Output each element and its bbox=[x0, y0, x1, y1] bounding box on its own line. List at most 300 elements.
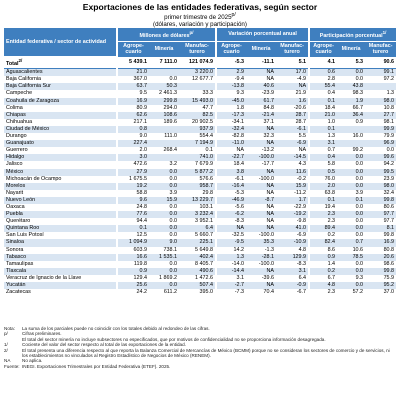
value-cell: 1.3 bbox=[216, 254, 246, 261]
entity-name-cell bbox=[4, 232, 117, 239]
table-row bbox=[4, 204, 396, 211]
value-cell: -7.3 bbox=[216, 289, 246, 296]
value-cell: 0.0 bbox=[169, 203, 177, 210]
value-cell: 8.6 bbox=[309, 247, 337, 254]
value-cell: -23.9 bbox=[261, 90, 275, 97]
value-cell: 1.0 bbox=[309, 119, 337, 126]
table-row bbox=[4, 197, 396, 204]
value-cell: 99.1 bbox=[365, 69, 396, 77]
value-cell: 94.2 bbox=[383, 161, 395, 168]
value-cell: 0.9 bbox=[355, 118, 364, 125]
value-cell: 98.0 bbox=[365, 183, 396, 190]
value-cell: 7 679.9 bbox=[195, 161, 214, 168]
value-cell: 13 229.7 bbox=[179, 197, 216, 204]
entity-name: Campeche bbox=[6, 90, 33, 97]
value-cell: 5.5 bbox=[298, 133, 307, 140]
value-cell: NA bbox=[246, 211, 276, 218]
value-cell bbox=[149, 154, 179, 161]
value-cell: 0.9 bbox=[309, 254, 337, 261]
value-cell: -8.3 bbox=[216, 218, 246, 225]
value-cell: 43.8 bbox=[337, 83, 365, 90]
value-cell: 1 675.5 bbox=[117, 176, 149, 183]
value-cell: 0.0 bbox=[355, 175, 364, 182]
value-cell: 1 472.6 bbox=[195, 274, 214, 281]
value-cell: 80.9 bbox=[117, 105, 149, 112]
value-cell: 15.9 bbox=[276, 183, 309, 190]
value-cell bbox=[179, 83, 216, 90]
value-cell: 5 660.7 bbox=[195, 232, 214, 239]
value-cell: 0.0 bbox=[337, 211, 365, 218]
entity-name: Sinaloa bbox=[6, 239, 24, 246]
value-cell: 15.9 bbox=[149, 197, 179, 204]
value-cell: 3 232.4 bbox=[179, 211, 216, 218]
value-cell: NA bbox=[246, 169, 276, 176]
entity-name-cell bbox=[4, 204, 117, 211]
entity-name-cell bbox=[4, 225, 117, 232]
value-cell: -20.6 bbox=[293, 104, 307, 111]
value-cell: 217.1 bbox=[117, 119, 149, 126]
value-cell: 2.3 bbox=[309, 218, 337, 225]
table-row bbox=[4, 119, 396, 126]
value-cell: NA bbox=[246, 282, 276, 289]
table-row bbox=[4, 239, 396, 246]
value-cell: 3.1 bbox=[216, 275, 246, 282]
value-cell: 0.0 bbox=[337, 282, 365, 289]
value-cell: 472.6 bbox=[117, 161, 149, 168]
table-row bbox=[4, 275, 396, 282]
entity-name-cell bbox=[4, 154, 117, 161]
value-cell: NA bbox=[246, 126, 276, 133]
value-cell: 94.4 bbox=[117, 218, 149, 225]
entity-name: Nuevo León bbox=[6, 196, 36, 203]
table-row bbox=[4, 105, 396, 112]
table-row bbox=[4, 126, 396, 133]
value-cell: NA bbox=[216, 225, 246, 232]
header-manuf-3: Manufac-turero bbox=[365, 41, 396, 57]
value-cell: 4.8 bbox=[309, 282, 337, 289]
value-cell: 79.9 bbox=[383, 133, 395, 140]
value-cell: 21.0 bbox=[309, 112, 337, 119]
value-cell: -32.4 bbox=[216, 126, 246, 133]
value-cell: 0.1 bbox=[205, 147, 214, 154]
table-row bbox=[4, 247, 396, 254]
value-cell: -100.0 bbox=[258, 175, 275, 182]
value-cell: 189.6 bbox=[163, 118, 177, 125]
value-cell: 3.9 bbox=[355, 189, 364, 196]
value-cell: 57.2 bbox=[352, 289, 364, 296]
entity-name-cell bbox=[4, 176, 117, 183]
value-cell: 3.9 bbox=[169, 189, 177, 196]
value-cell: -100.0 bbox=[246, 154, 276, 161]
value-cell: 96.9 bbox=[365, 140, 396, 147]
value-cell: 84.8 bbox=[263, 104, 275, 111]
value-cell: 32.4 bbox=[383, 189, 395, 196]
value-cell bbox=[149, 126, 179, 133]
value-cell: 1.4 bbox=[309, 261, 337, 268]
value-cell: 108.6 bbox=[149, 112, 179, 119]
value-cell: 294.0 bbox=[163, 104, 177, 111]
value-cell bbox=[149, 140, 179, 147]
value-cell: -100.0 bbox=[258, 260, 275, 267]
page-subtitle bbox=[0, 12, 400, 21]
value-cell: 25.6 bbox=[117, 282, 149, 289]
value-cell: 507.4 bbox=[179, 282, 216, 289]
value-cell: 129.9 bbox=[276, 254, 309, 261]
value-cell: 0.0 bbox=[355, 161, 364, 168]
value-cell: 0.0 bbox=[337, 225, 365, 232]
value-cell: 5.8 bbox=[309, 161, 337, 168]
table-row bbox=[4, 154, 396, 161]
value-cell: 27.7 bbox=[365, 112, 396, 119]
footnote-label: NA bbox=[4, 358, 11, 364]
value-cell: 6.7 bbox=[309, 275, 337, 282]
value-cell: 99.8 bbox=[365, 268, 396, 275]
value-cell: 741.0 bbox=[179, 154, 216, 161]
value-cell: -0.2 bbox=[296, 175, 307, 182]
value-cell: 0.0 bbox=[355, 218, 364, 225]
value-cell: 82.4 bbox=[309, 239, 337, 246]
value-cell: 19.4 bbox=[309, 204, 337, 211]
entity-name-cell bbox=[4, 98, 117, 105]
value-cell: -6.2 bbox=[216, 211, 246, 218]
header-manuf-1: Manufac-turero bbox=[179, 41, 216, 57]
table-row bbox=[4, 218, 396, 225]
value-cell: -11.1 bbox=[246, 57, 276, 69]
value-cell: NA bbox=[246, 268, 276, 275]
value-cell: 10.8 bbox=[383, 104, 395, 111]
table-row bbox=[4, 83, 396, 90]
entity-name: Zacatecas bbox=[6, 289, 31, 296]
value-cell: 0.7 bbox=[309, 147, 337, 154]
value-cell: 1.7 bbox=[276, 197, 309, 204]
table-row-total bbox=[4, 57, 396, 69]
value-cell: 1.8 bbox=[216, 105, 246, 112]
table-row bbox=[4, 282, 396, 289]
value-cell: 1.9 bbox=[337, 98, 365, 105]
entity-name: Puebla bbox=[6, 211, 23, 218]
value-cell: 24.2 bbox=[117, 289, 149, 296]
entity-name: Nayarit bbox=[6, 189, 24, 196]
value-cell: -6.1 bbox=[216, 176, 246, 183]
value-cell: 0.1 bbox=[117, 225, 149, 232]
value-cell: 11.6 bbox=[276, 169, 309, 176]
value-cell: -46.9 bbox=[216, 197, 246, 204]
value-cell: 1.6 bbox=[276, 98, 309, 105]
value-cell: 61.7 bbox=[246, 98, 276, 105]
entity-name-cell bbox=[4, 112, 117, 119]
entity-name: Ciudad de México bbox=[6, 125, 50, 132]
value-cell: NA bbox=[246, 140, 276, 147]
entity-name-cell bbox=[4, 282, 117, 289]
header-entity: Entidad federativa / sector de actividad bbox=[4, 28, 117, 57]
value-cell: 21.9 bbox=[295, 90, 307, 97]
value-cell: 37.1 bbox=[263, 118, 275, 125]
footnote-text: INEGI. Exportaciones Trimestrales por Entidad Federativa (ETEF). 2025. bbox=[22, 363, 171, 369]
entity-name: Tabasco bbox=[6, 253, 27, 260]
value-cell: 0.0 bbox=[355, 203, 364, 210]
entity-name-cell bbox=[4, 169, 117, 176]
header-group-millions-mark: p/ bbox=[189, 30, 194, 35]
entity-name-cell bbox=[4, 261, 117, 268]
value-cell: -8.7 bbox=[246, 197, 276, 204]
table-row bbox=[4, 98, 396, 105]
table-row bbox=[4, 268, 396, 275]
value-cell: 5 877.2 bbox=[179, 169, 216, 176]
table-row bbox=[4, 232, 396, 239]
value-cell: 89.4 bbox=[309, 225, 337, 232]
value-cell: NA bbox=[266, 203, 275, 210]
footnote-text: La suma de los parciales puede no coincidir con los totales debido al redondeo de las cifras. bbox=[22, 326, 210, 331]
value-cell: 9.0 bbox=[149, 239, 179, 246]
value-cell: 0.8 bbox=[117, 126, 149, 133]
value-cell: 16.9 bbox=[117, 98, 149, 105]
value-cell: 0.7 bbox=[337, 239, 365, 246]
header-mineria-3: Minería bbox=[337, 41, 365, 57]
value-cell: 23.9 bbox=[383, 175, 395, 182]
value-cell: 58.8 bbox=[117, 190, 149, 197]
value-cell: 0.0 bbox=[169, 76, 177, 83]
entity-name: Querétaro bbox=[6, 218, 31, 225]
value-cell: 3 952.1 bbox=[195, 218, 214, 225]
entity-name-cell bbox=[4, 76, 117, 83]
footnote bbox=[4, 348, 396, 359]
value-cell: 0.0 bbox=[355, 260, 364, 267]
value-cell: -100.0 bbox=[258, 232, 275, 239]
value-cell: -9.4 bbox=[216, 76, 246, 83]
value-cell: 19.2 bbox=[117, 183, 149, 190]
table-row bbox=[4, 225, 396, 232]
entity-name: San Luis Potosí bbox=[6, 232, 44, 239]
value-cell: 14.2 bbox=[216, 247, 246, 254]
value-cell: 2.8 bbox=[309, 76, 337, 83]
footnote bbox=[4, 364, 396, 369]
entity-name: Jalisco bbox=[6, 161, 23, 168]
value-cell: 6.4 bbox=[179, 225, 216, 232]
value-cell: -5.3 bbox=[216, 190, 246, 197]
value-cell: 97.7 bbox=[365, 211, 396, 218]
value-cell: -22.7 bbox=[216, 154, 246, 161]
entity-name-cell bbox=[4, 119, 117, 126]
table-row bbox=[4, 254, 396, 261]
footnote-label: Nota: bbox=[4, 326, 15, 331]
footnote-label: p/ bbox=[4, 331, 8, 337]
value-cell: 27.9 bbox=[117, 169, 149, 176]
value-cell: 47.7 bbox=[202, 104, 214, 111]
value-cell: 97.7 bbox=[383, 218, 395, 225]
value-cell: 554.4 bbox=[199, 133, 214, 140]
value-cell: -17.7 bbox=[261, 161, 275, 168]
value-cell: 28.7 bbox=[295, 118, 307, 125]
value-cell: 36.4 bbox=[337, 112, 365, 119]
value-cell: 99.6 bbox=[365, 154, 396, 161]
value-cell: 0.0 bbox=[337, 183, 365, 190]
value-cell: 0.0 bbox=[337, 69, 365, 77]
value-cell: -13.8 bbox=[216, 83, 246, 90]
value-cell: 98.3 bbox=[352, 90, 364, 97]
value-cell: 0.0 bbox=[355, 76, 364, 83]
value-cell: -0.9 bbox=[276, 282, 309, 289]
entity-name-cell bbox=[4, 133, 117, 140]
header-group-millions-label: Millones de dólares bbox=[139, 32, 190, 39]
table-row bbox=[4, 169, 396, 176]
value-cell: 70.4 bbox=[263, 289, 275, 296]
value-cell: 17.0 bbox=[276, 69, 309, 77]
table-body bbox=[4, 57, 396, 296]
header-agro-3: Agrope-cuario bbox=[309, 41, 337, 57]
value-cell: 0.0 bbox=[355, 232, 364, 239]
value-cell: 40.6 bbox=[246, 83, 276, 90]
value-cell: NA bbox=[266, 76, 275, 83]
value-cell: 20.6 bbox=[365, 254, 396, 261]
entity-name-cell bbox=[4, 247, 117, 254]
value-cell: 0.4 bbox=[309, 90, 337, 97]
value-cell bbox=[337, 126, 365, 133]
value-cell: 98.0 bbox=[365, 98, 396, 105]
entity-name-cell bbox=[4, 69, 117, 77]
value-cell: 8.1 bbox=[365, 225, 396, 232]
value-cell: 490.6 bbox=[179, 268, 216, 275]
value-cell: -39.6 bbox=[261, 274, 275, 281]
value-cell: -6.9 bbox=[276, 140, 309, 147]
value-cell: 0.1 bbox=[309, 197, 337, 204]
value-cell: 76.0 bbox=[309, 176, 337, 183]
value-cell: 12 677.7 bbox=[192, 76, 214, 83]
value-cell bbox=[337, 140, 365, 147]
value-cell: 62.6 bbox=[117, 112, 149, 119]
table-row bbox=[4, 289, 396, 296]
entity-name: Morelos bbox=[6, 182, 26, 189]
entity-name-cell bbox=[4, 268, 117, 275]
table-row bbox=[4, 147, 396, 154]
value-cell: NA bbox=[298, 147, 307, 154]
value-cell: -34.1 bbox=[216, 119, 246, 126]
value-cell: 80.8 bbox=[383, 246, 395, 253]
value-cell: 0.1 bbox=[337, 197, 365, 204]
value-cell: 0.5 bbox=[309, 169, 337, 176]
value-cell: 5.1 bbox=[276, 57, 309, 69]
value-cell: 8 405.7 bbox=[195, 260, 214, 267]
value-cell: 98.1 bbox=[383, 118, 395, 125]
value-cell: 0.6 bbox=[309, 69, 337, 77]
value-cell: -2.7 bbox=[216, 282, 246, 289]
header-group-participation-label: Participación porcentual bbox=[319, 32, 383, 39]
value-cell: -1.3 bbox=[264, 246, 275, 253]
value-cell: 0.0 bbox=[337, 154, 365, 161]
value-cell: 227.4 bbox=[117, 140, 149, 147]
value-cell: 55.4 bbox=[309, 83, 337, 90]
entity-name: Sonora bbox=[6, 246, 24, 253]
value-cell: -82.8 bbox=[216, 133, 246, 140]
value-cell: 395.0 bbox=[199, 289, 214, 296]
value-cell: 99.8 bbox=[383, 232, 395, 239]
table-row bbox=[4, 211, 396, 218]
value-cell: 5 649.8 bbox=[195, 246, 214, 253]
value-cell: 738.1 bbox=[163, 246, 177, 253]
value-cell: 576.6 bbox=[199, 175, 214, 182]
value-cell: 10.6 bbox=[352, 246, 364, 253]
value-cell: -11.0 bbox=[216, 140, 246, 147]
entity-name: Colima bbox=[6, 104, 23, 111]
value-cell: 603.9 bbox=[117, 247, 149, 254]
entity-name-cell bbox=[4, 147, 117, 154]
table-row bbox=[4, 140, 396, 147]
value-cell: 99.9 bbox=[365, 126, 396, 133]
entity-name-cell bbox=[4, 190, 117, 197]
entity-name: Hidalgo bbox=[6, 154, 25, 161]
entity-name: Chiapas bbox=[6, 111, 26, 118]
value-cell: -5.3 bbox=[216, 57, 246, 69]
value-cell: 5.3 bbox=[337, 57, 365, 69]
value-cell: -13.2 bbox=[261, 147, 275, 154]
entity-name: Veracruz de Ignacio de la Llave bbox=[6, 274, 82, 281]
value-cell: 1 535.1 bbox=[149, 254, 179, 261]
value-cell: 2.0 bbox=[309, 183, 337, 190]
value-cell: 268.4 bbox=[163, 147, 177, 154]
entity-name-cell bbox=[4, 140, 117, 147]
entity-name-cell bbox=[4, 90, 117, 97]
entity-name-cell bbox=[4, 239, 117, 246]
value-cell: 32.3 bbox=[263, 133, 275, 140]
value-cell: -19.2 bbox=[276, 211, 309, 218]
value-cell: 9.3 bbox=[355, 274, 364, 281]
value-cell: -6.1 bbox=[276, 126, 309, 133]
table-row bbox=[4, 261, 396, 268]
header-group-participation-mark: 1/ bbox=[382, 30, 387, 35]
value-cell: 0.4 bbox=[309, 154, 337, 161]
entity-name-cell bbox=[4, 161, 117, 168]
value-cell: 3.8 bbox=[216, 169, 246, 176]
value-cell: 0.9 bbox=[117, 268, 149, 275]
value-cell: 9.0 bbox=[117, 133, 149, 140]
value-cell: 9.3 bbox=[216, 90, 246, 97]
value-cell: -32.5 bbox=[216, 232, 246, 239]
value-cell: 50.3 bbox=[149, 83, 179, 90]
value-cell: -11.2 bbox=[294, 189, 307, 196]
entity-name-cell bbox=[4, 126, 117, 133]
value-cell: -14.0 bbox=[216, 261, 246, 268]
value-cell: 99.5 bbox=[365, 169, 396, 176]
value-cell: 121 074.9 bbox=[179, 57, 216, 69]
value-cell: 99.8 bbox=[365, 197, 396, 204]
footnote-label: 1/ bbox=[4, 342, 8, 348]
header-manuf-2: Manufac-turero bbox=[276, 41, 309, 57]
value-cell: 129.4 bbox=[117, 275, 149, 282]
value-cell: 0.0 bbox=[149, 225, 179, 232]
entity-name: Michoacán de Ocampo bbox=[6, 175, 62, 182]
value-cell: NA bbox=[276, 83, 309, 90]
table-row bbox=[4, 190, 396, 197]
footnote-text: Cifras preliminares. bbox=[22, 331, 62, 337]
value-cell: 0.0 bbox=[337, 169, 365, 176]
header-mineria-2: Minería bbox=[246, 41, 276, 57]
value-cell: 0.2 bbox=[309, 232, 337, 239]
subtitle-mark: p/ bbox=[231, 12, 236, 18]
value-cell: 41.0 bbox=[276, 225, 309, 232]
footnote-text: El total del sector minería no incluye subsectores no especificados, que por motivos de confidencialidad no se proporciona información desagregada. bbox=[22, 336, 326, 342]
value-cell: 29.8 bbox=[202, 189, 214, 196]
value-cell: 7 194.9 bbox=[179, 140, 216, 147]
value-cell: -10.9 bbox=[276, 239, 309, 246]
entity-name: Yucatán bbox=[6, 282, 26, 288]
value-cell: -22.9 bbox=[293, 203, 307, 210]
value-cell: 0.1 bbox=[309, 126, 337, 133]
value-cell: 63.7 bbox=[117, 83, 149, 90]
value-cell: 80.6 bbox=[383, 203, 395, 210]
value-cell: 3.2 bbox=[169, 161, 177, 168]
value-cell: 16.6 bbox=[117, 254, 149, 261]
entity-name: Guerrero bbox=[6, 147, 28, 154]
value-cell: 0.0 bbox=[149, 211, 179, 218]
